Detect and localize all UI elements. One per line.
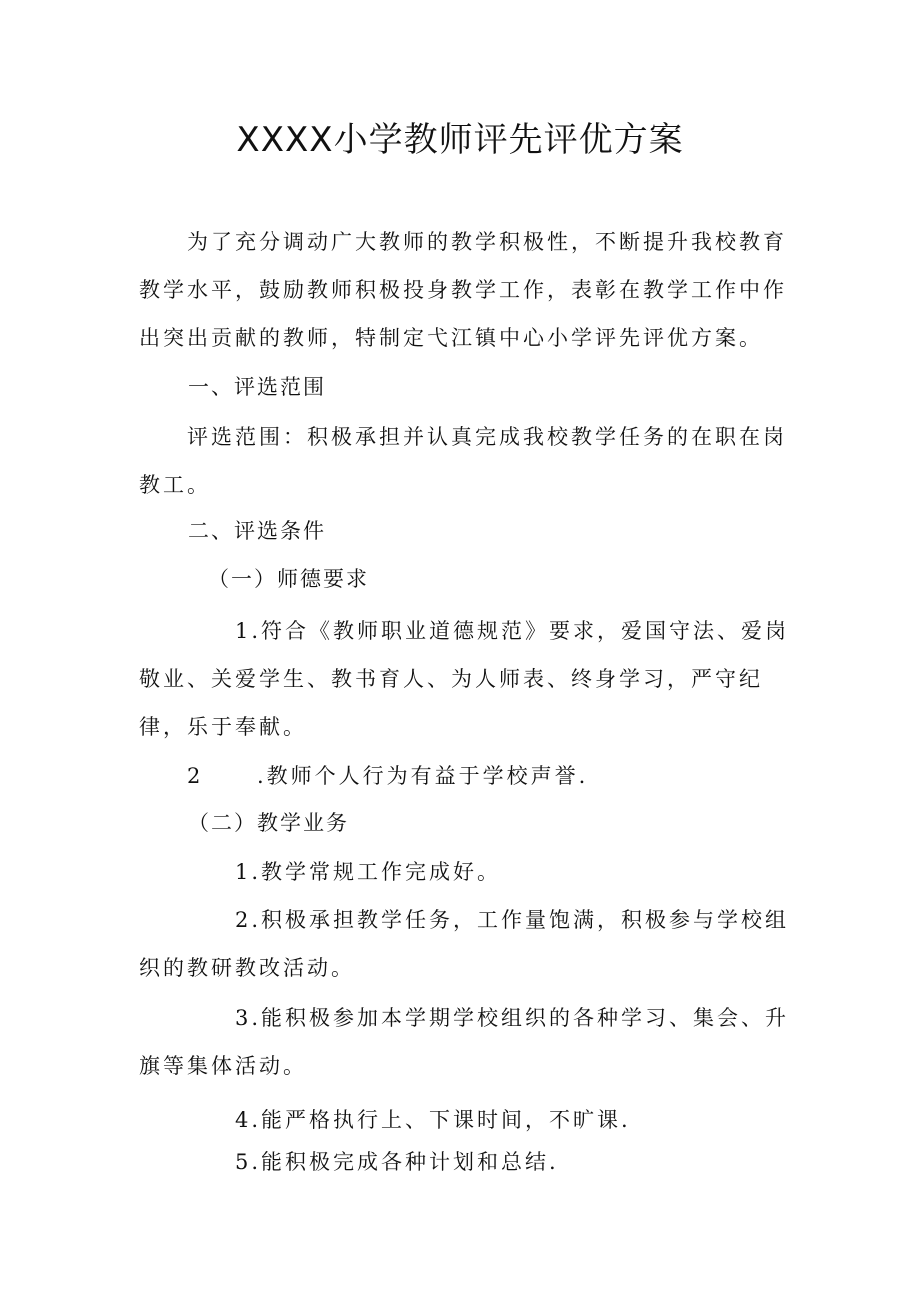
intro-paragraph: 为了充分调动广大教师的教学积极性，不断提升我校教育教学水平，鼓励教师积极投身教学工作，表彰在教学工作中作出突出贡献的教师，特制定弋江镇中心小学评先评优方案。 — [139, 230, 787, 350]
list-item — [139, 1096, 799, 1144]
item-text: .教师个人行为有益于学校声誉. — [257, 764, 589, 788]
item-text: .能积极参加本学期学校组织的各种学习、集会、升旗等集体活动。 — [139, 1006, 790, 1078]
document-title: XXXX小学教师评先评优方案 — [236, 120, 684, 160]
list-item — [187, 752, 847, 800]
item-text: .能积极完成各种计划和总结. — [251, 1150, 559, 1174]
item-number: 4 — [235, 1108, 252, 1132]
section-heading-scope: 一、评选范围 — [188, 375, 326, 399]
list-item — [139, 994, 799, 1090]
list-item — [139, 896, 799, 992]
item-number: 5 — [235, 1150, 252, 1174]
list-item — [139, 848, 799, 896]
subsection-heading-teaching: （二）教学业务 — [188, 811, 349, 835]
item-text: .教学常规工作完成好。 — [251, 860, 502, 884]
section-heading-conditions: 二、评选条件 — [188, 519, 326, 543]
item-number: 2 — [235, 908, 252, 932]
list-item — [139, 1138, 799, 1186]
list-item — [139, 607, 799, 751]
item-number: 1 — [235, 619, 252, 643]
scope-paragraph: 评选范围：积极承担并认真完成我校教学任务的在职在岗教工。 — [139, 425, 787, 497]
item-number: 3 — [235, 1006, 252, 1030]
subsection-heading-ethics: （一）师德要求 — [208, 567, 369, 591]
item-number: 2 — [187, 764, 204, 788]
item-text: .能严格执行上、下课时间，不旷课. — [251, 1108, 631, 1132]
item-number: 1 — [235, 860, 252, 884]
item-text: .积极承担教学任务，工作量饱满，积极参与学校组织的教研教改活动。 — [139, 908, 790, 980]
item-text: .符合《教师职业道德规范》要求，爱国守法、爱岗敬业、关爱学生、教书育人、为人师表、终身学习，严守纪律，乐于奉献。 — [139, 619, 790, 739]
